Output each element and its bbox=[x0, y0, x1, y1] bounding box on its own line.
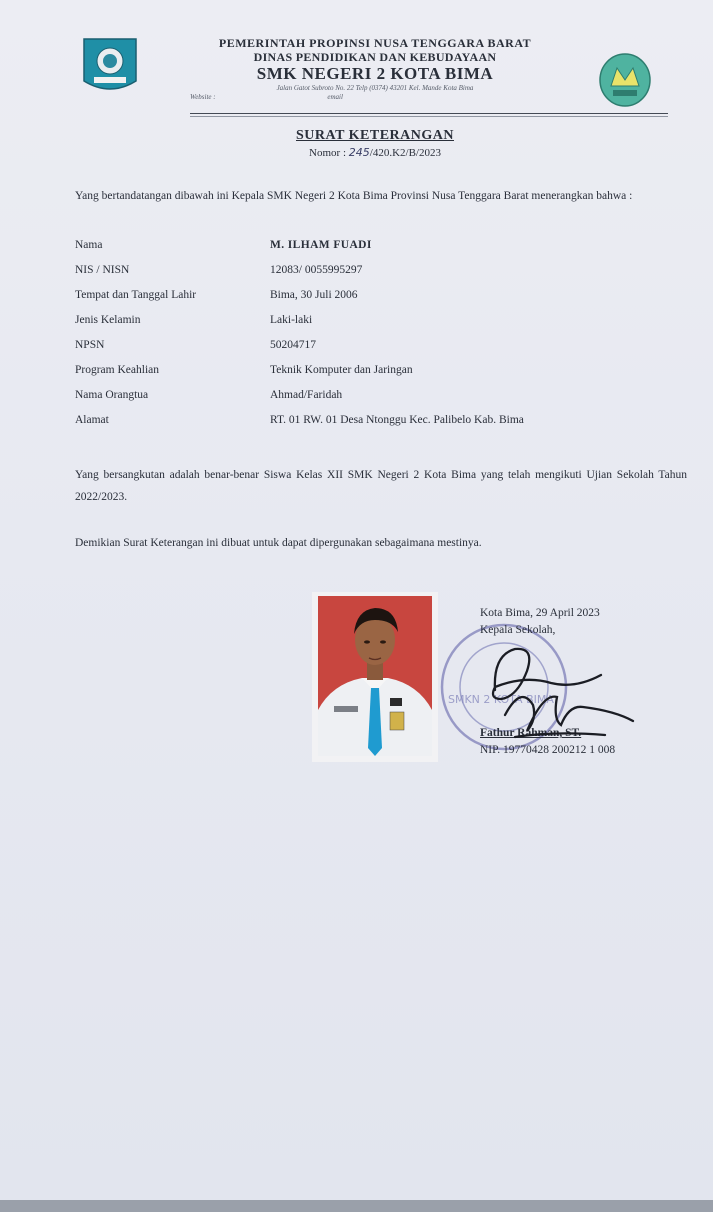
field-value: 50204717 bbox=[270, 339, 316, 351]
field-row bbox=[75, 239, 695, 264]
field-row bbox=[75, 414, 695, 439]
field-label: Alamat bbox=[75, 414, 109, 426]
letterhead-rule-thin bbox=[190, 116, 668, 117]
field-value: Teknik Komputer dan Jaringan bbox=[270, 364, 413, 376]
field-row bbox=[75, 364, 695, 389]
signatory-name: Fathur Rahman, ST. bbox=[480, 727, 582, 739]
provincial-emblem-icon bbox=[82, 37, 138, 97]
website-label: Website : bbox=[190, 93, 216, 101]
handwritten-signature bbox=[465, 635, 640, 745]
letterhead-department: DINAS PENDIDIKAN DAN KEBUDAYAAN bbox=[253, 50, 497, 64]
field-label: Tempat dan Tanggal Lahir bbox=[75, 289, 197, 301]
closing-paragraph: Demikian Surat Keterangan ini dibuat untuk dapat dipergunakan sebagaimana mestinya. bbox=[75, 537, 482, 549]
letterhead-address: Jalan Gatot Subroto No. 22 Telp (0374) 43201 Kel. Mande Kota Bima bbox=[276, 84, 474, 92]
letterhead-rule bbox=[190, 113, 668, 114]
field-row bbox=[75, 264, 695, 289]
intro-paragraph: Yang bertandatangan dibawah ini Kepala SMK Negeri 2 Kota Bima Provinsi Nusa Tenggara Barat menerangkan bahwa : bbox=[75, 190, 633, 202]
number-suffix: /420.K2/B/2023 bbox=[369, 147, 441, 159]
field-value: M. ILHAM FUADI bbox=[270, 239, 372, 251]
document-title: SURAT KETERANGAN bbox=[295, 128, 454, 143]
letterhead-contact bbox=[180, 93, 570, 102]
field-row bbox=[75, 289, 695, 314]
field-value: 12083/ 0055995297 bbox=[270, 264, 363, 276]
field-row bbox=[75, 389, 695, 414]
body-paragraph: Yang bersangkutan adalah benar-benar Siswa Kelas XII SMK Negeri 2 Kota Bima yang telah mengikuti Ujian Sekolah Tahun 2022/2023. bbox=[75, 469, 687, 503]
letterhead bbox=[180, 36, 570, 102]
signature-position: Kepala Sekolah, bbox=[480, 624, 556, 636]
letterhead-government: PEMERINTAH PROPINSI NUSA TENGGARA BARAT bbox=[218, 36, 532, 50]
field-value: Bima, 30 Juli 2006 bbox=[270, 289, 358, 301]
email-label: email bbox=[327, 93, 343, 101]
field-value: Laki-laki bbox=[270, 314, 313, 326]
field-label: Nama Orangtua bbox=[75, 389, 149, 401]
field-row bbox=[75, 339, 695, 364]
signature-place-date: Kota Bima, 29 April 2023 bbox=[480, 607, 600, 619]
stamp-text: SMKN 2 KOTA BIMA bbox=[448, 693, 554, 706]
signatory-nip: NIP. 19770428 200212 1 008 bbox=[480, 744, 616, 756]
field-value: RT. 01 RW. 01 Desa Ntonggu Kec. Palibelo Kab. Bima bbox=[270, 414, 524, 426]
number-prefix: Nomor : bbox=[309, 147, 347, 159]
field-row bbox=[75, 314, 695, 339]
field-value: Ahmad/Faridah bbox=[270, 389, 343, 401]
number-handwritten: 245 bbox=[348, 146, 370, 159]
field-label: Nama bbox=[75, 239, 103, 251]
student-details bbox=[75, 239, 695, 439]
student-photo bbox=[312, 592, 438, 762]
school-logo-icon bbox=[597, 50, 653, 110]
field-label: Jenis Kelamin bbox=[75, 314, 141, 326]
page-bottom-edge bbox=[0, 1200, 713, 1212]
document-number bbox=[240, 146, 510, 159]
field-label: NPSN bbox=[75, 339, 105, 351]
field-label: NIS / NISN bbox=[75, 264, 130, 276]
letterhead-school-name: SMK NEGERI 2 KOTA BIMA bbox=[256, 64, 494, 83]
field-label: Program Keahlian bbox=[75, 364, 159, 376]
